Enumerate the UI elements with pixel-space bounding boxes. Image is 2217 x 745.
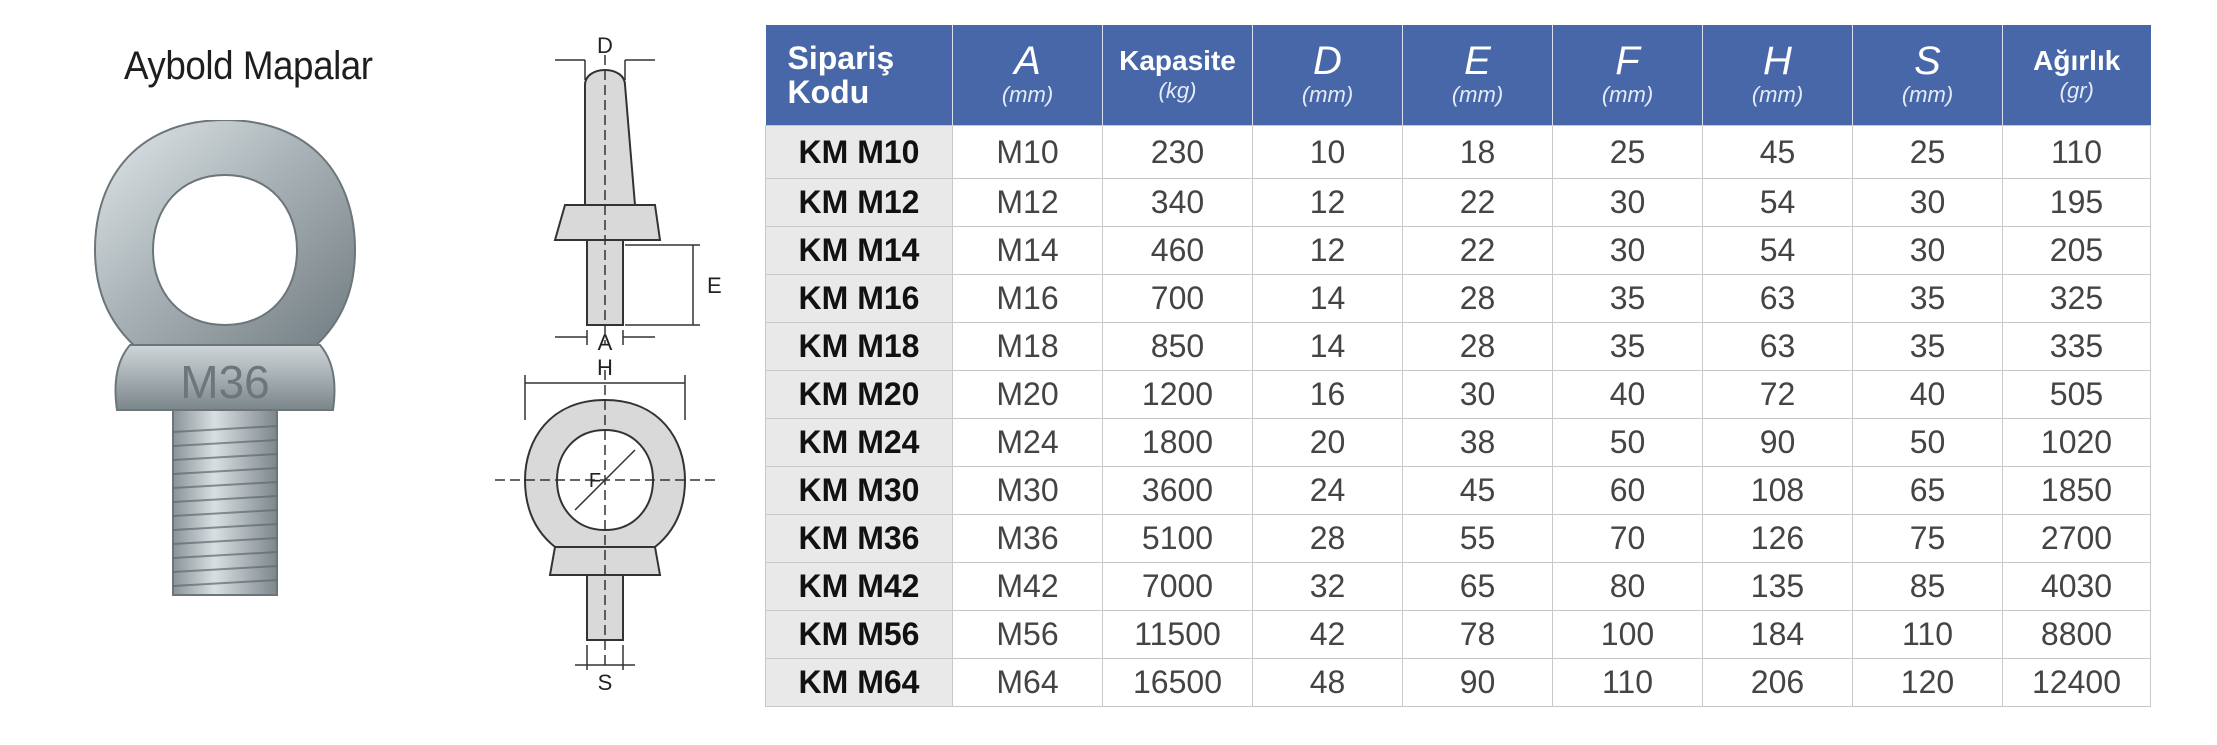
value-cell: 2700 xyxy=(2003,515,2151,563)
value-cell: 12400 xyxy=(2003,659,2151,707)
value-cell: M64 xyxy=(953,659,1103,707)
value-cell: 110 xyxy=(1553,659,1703,707)
value-cell: 22 xyxy=(1403,179,1553,227)
value-cell: 40 xyxy=(1553,371,1703,419)
value-cell: 35 xyxy=(1553,275,1703,323)
value-cell: 14 xyxy=(1253,275,1403,323)
label-h: H xyxy=(597,355,613,380)
value-cell: 3600 xyxy=(1103,467,1253,515)
value-cell: 38 xyxy=(1403,419,1553,467)
value-cell: 32 xyxy=(1253,563,1403,611)
value-cell: 65 xyxy=(1853,467,2003,515)
value-cell: M16 xyxy=(953,275,1103,323)
header-h: H (mm) xyxy=(1703,25,1853,126)
value-cell: 28 xyxy=(1253,515,1403,563)
table-row xyxy=(766,323,2151,371)
value-cell: M36 xyxy=(953,515,1103,563)
label-s: S xyxy=(597,670,613,695)
value-cell: 48 xyxy=(1253,659,1403,707)
value-cell: 108 xyxy=(1703,467,1853,515)
value-cell: M56 xyxy=(953,611,1103,659)
value-cell: 1200 xyxy=(1103,371,1253,419)
value-cell: 700 xyxy=(1103,275,1253,323)
value-cell: M14 xyxy=(953,227,1103,275)
header-e: E (mm) xyxy=(1403,25,1553,126)
value-cell: 40 xyxy=(1853,371,2003,419)
value-cell: 63 xyxy=(1703,323,1853,371)
value-cell: M20 xyxy=(953,371,1103,419)
header-d: D (mm) xyxy=(1253,25,1403,126)
value-cell: 205 xyxy=(2003,227,2151,275)
label-e: E xyxy=(707,273,722,298)
header-a: A (mm) xyxy=(953,25,1103,126)
value-cell: 25 xyxy=(1853,126,2003,179)
value-cell: M10 xyxy=(953,126,1103,179)
table-header-row xyxy=(766,25,2151,126)
value-cell: 42 xyxy=(1253,611,1403,659)
value-cell: 16 xyxy=(1253,371,1403,419)
value-cell: M24 xyxy=(953,419,1103,467)
value-cell: 325 xyxy=(2003,275,2151,323)
value-cell: 184 xyxy=(1703,611,1853,659)
order-code-cell: KM M10 xyxy=(766,126,953,179)
table-row xyxy=(766,563,2151,611)
header-s: S (mm) xyxy=(1853,25,2003,126)
value-cell: 5100 xyxy=(1103,515,1253,563)
table-row xyxy=(766,515,2151,563)
value-cell: 14 xyxy=(1253,323,1403,371)
table-row xyxy=(766,275,2151,323)
value-cell: 35 xyxy=(1853,323,2003,371)
table-row xyxy=(766,419,2151,467)
value-cell: 12 xyxy=(1253,179,1403,227)
value-cell: 10 xyxy=(1253,126,1403,179)
header-siparis-kodu: Sipariş Kodu xyxy=(766,25,953,126)
header-kapasite: Kapasite (kg) xyxy=(1103,25,1253,126)
value-cell: 75 xyxy=(1853,515,2003,563)
value-cell: 340 xyxy=(1103,179,1253,227)
value-cell: 7000 xyxy=(1103,563,1253,611)
order-code-cell: KM M30 xyxy=(766,467,953,515)
value-cell: 78 xyxy=(1403,611,1553,659)
value-cell: 28 xyxy=(1403,275,1553,323)
value-cell: 30 xyxy=(1403,371,1553,419)
value-cell: 230 xyxy=(1103,126,1253,179)
value-cell: 22 xyxy=(1403,227,1553,275)
header-agirlik: Ağırlık (gr) xyxy=(2003,25,2151,126)
eye-bolt-photo xyxy=(75,120,375,600)
value-cell: 195 xyxy=(2003,179,2151,227)
label-a: A xyxy=(597,330,613,355)
order-code-cell: KM M14 xyxy=(766,227,953,275)
value-cell: 110 xyxy=(2003,126,2151,179)
value-cell: 35 xyxy=(1853,275,2003,323)
value-cell: 45 xyxy=(1703,126,1853,179)
table-row xyxy=(766,611,2151,659)
value-cell: 120 xyxy=(1853,659,2003,707)
value-cell: 85 xyxy=(1853,563,2003,611)
value-cell: 54 xyxy=(1703,227,1853,275)
value-cell: M30 xyxy=(953,467,1103,515)
value-cell: 35 xyxy=(1553,323,1703,371)
value-cell: M12 xyxy=(953,179,1103,227)
value-cell: 505 xyxy=(2003,371,2151,419)
value-cell: 63 xyxy=(1703,275,1853,323)
table-row xyxy=(766,126,2151,179)
value-cell: 30 xyxy=(1853,227,2003,275)
order-code-cell: KM M36 xyxy=(766,515,953,563)
value-cell: 30 xyxy=(1853,179,2003,227)
value-cell: 50 xyxy=(1553,419,1703,467)
value-cell: 25 xyxy=(1553,126,1703,179)
value-cell: 206 xyxy=(1703,659,1853,707)
photo-marking: M36 xyxy=(180,356,270,408)
value-cell: M18 xyxy=(953,323,1103,371)
order-code-cell: KM M56 xyxy=(766,611,953,659)
value-cell: 135 xyxy=(1703,563,1853,611)
value-cell: 1800 xyxy=(1103,419,1253,467)
value-cell: 100 xyxy=(1553,611,1703,659)
value-cell: 24 xyxy=(1253,467,1403,515)
value-cell: 72 xyxy=(1703,371,1853,419)
value-cell: 70 xyxy=(1553,515,1703,563)
table-row xyxy=(766,227,2151,275)
order-code-cell: KM M16 xyxy=(766,275,953,323)
value-cell: 11500 xyxy=(1103,611,1253,659)
order-code-cell: KM M12 xyxy=(766,179,953,227)
value-cell: 65 xyxy=(1403,563,1553,611)
value-cell: 8800 xyxy=(2003,611,2151,659)
value-cell: 4030 xyxy=(2003,563,2151,611)
value-cell: 50 xyxy=(1853,419,2003,467)
value-cell: 80 xyxy=(1553,563,1703,611)
value-cell: 16500 xyxy=(1103,659,1253,707)
table-row xyxy=(766,467,2151,515)
value-cell: 18 xyxy=(1403,126,1553,179)
table-row xyxy=(766,659,2151,707)
technical-drawing xyxy=(475,25,735,715)
value-cell: 335 xyxy=(2003,323,2151,371)
value-cell: 55 xyxy=(1403,515,1553,563)
table-row xyxy=(766,371,2151,419)
table-row xyxy=(766,179,2151,227)
value-cell: 60 xyxy=(1553,467,1703,515)
value-cell: 54 xyxy=(1703,179,1853,227)
header-f: F (mm) xyxy=(1553,25,1703,126)
label-f: F xyxy=(588,470,602,492)
table-body xyxy=(766,126,2151,707)
order-code-cell: KM M42 xyxy=(766,563,953,611)
value-cell: 45 xyxy=(1403,467,1553,515)
value-cell: 110 xyxy=(1853,611,2003,659)
value-cell: M42 xyxy=(953,563,1103,611)
value-cell: 1850 xyxy=(2003,467,2151,515)
side-view xyxy=(555,55,660,345)
value-cell: 12 xyxy=(1253,227,1403,275)
value-cell: 30 xyxy=(1553,227,1703,275)
order-code-cell: KM M20 xyxy=(766,371,953,419)
order-code-cell: KM M18 xyxy=(766,323,953,371)
page-title: Aybold Mapalar xyxy=(124,44,373,88)
order-code-cell: KM M24 xyxy=(766,419,953,467)
value-cell: 1020 xyxy=(2003,419,2151,467)
value-cell: 850 xyxy=(1103,323,1253,371)
label-d: D xyxy=(597,33,613,58)
value-cell: 90 xyxy=(1703,419,1853,467)
value-cell: 460 xyxy=(1103,227,1253,275)
order-code-cell: KM M64 xyxy=(766,659,953,707)
value-cell: 30 xyxy=(1553,179,1703,227)
value-cell: 126 xyxy=(1703,515,1853,563)
value-cell: 90 xyxy=(1403,659,1553,707)
spec-table xyxy=(765,25,2151,707)
value-cell: 20 xyxy=(1253,419,1403,467)
value-cell: 28 xyxy=(1403,323,1553,371)
